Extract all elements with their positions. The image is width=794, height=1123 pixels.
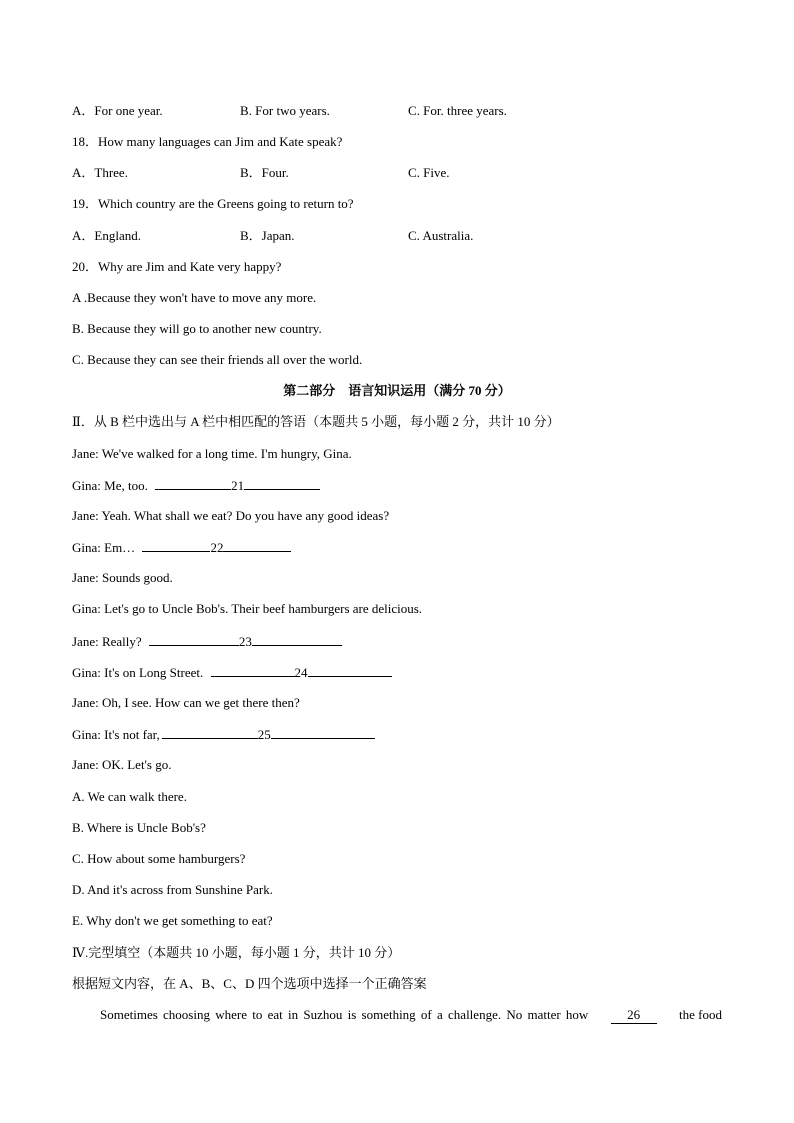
dialogue-text: Gina: Me, too. <box>72 478 148 493</box>
answer-blank <box>142 539 210 552</box>
dialogue-line: Jane: OK. Let's go. <box>72 757 172 772</box>
blank-number: 24 <box>294 665 308 680</box>
dialogue-line: Jane: Yeah. What shall we eat? Do you have any good ideas? <box>72 508 390 523</box>
passage-text-end: the food <box>679 1007 722 1022</box>
match-option-b: B. Where is Uncle Bob's? <box>72 820 206 835</box>
dialogue-line: Jane: Oh, I see. How can we get there then? <box>72 695 300 710</box>
match-option-e: E. Why don't we get something to eat? <box>72 913 273 928</box>
q18-option-b: B．Four. <box>240 165 289 180</box>
section-4-instruction: 根据短文内容，在 A、B、C、D 四个选项中选择一个正确答案 <box>72 976 427 991</box>
q17-option-c: C. For. three years. <box>408 103 507 118</box>
part-two-title: 第二部分 语言知识运用（满分 70 分） <box>283 383 511 398</box>
passage-first-line <box>100 1007 722 1024</box>
answer-blank <box>211 664 295 677</box>
match-option-d: D. And it's across from Sunshine Park. <box>72 882 273 897</box>
section-4-heading: Ⅳ.完型填空（本题共 10 小题，每小题 1 分，共计 10 分） <box>72 945 401 960</box>
section-2-heading: Ⅱ．从 B 栏中选出与 A 栏中相匹配的答语（本题共 5 小题，每小题 2 分，共计 10 分） <box>72 414 560 429</box>
dialogue-text: Gina: It's not far, <box>72 727 160 742</box>
dialogue-line: Jane: Sounds good. <box>72 570 173 585</box>
dialogue-line: Jane: We've walked for a long time. I'm hungry, Gina. <box>72 446 352 461</box>
answer-blank <box>271 726 375 739</box>
blank-number: 23 <box>238 634 252 649</box>
q17-option-a: A．For one year. <box>72 103 163 118</box>
q19-option-b: B．Japan. <box>240 228 295 243</box>
answer-blank <box>223 539 291 552</box>
dialogue-line <box>72 539 291 556</box>
dialogue-text: Gina: It's on Long Street. <box>72 665 204 680</box>
dialogue-text: Gina: Em… <box>72 540 136 555</box>
blank-number: 26 <box>627 1007 641 1022</box>
dialogue-line <box>72 664 392 681</box>
q20-option-a: A .Because they won't have to move any more. <box>72 290 317 305</box>
q19-stem: 19．Which country are the Greens going to return to? <box>72 196 354 211</box>
match-option-c: C. How about some hamburgers? <box>72 851 246 866</box>
dialogue-line <box>72 726 375 743</box>
passage-blank <box>611 1007 657 1024</box>
q19-option-c: C. Australia. <box>408 228 474 243</box>
q17-option-b: B. For two years. <box>240 103 330 118</box>
blank-number: 22 <box>210 540 224 555</box>
blank-number: 25 <box>257 727 271 742</box>
answer-blank <box>155 477 231 490</box>
answer-blank <box>244 477 320 490</box>
answer-blank <box>308 664 392 677</box>
blank-number: 21 <box>231 478 245 493</box>
answer-blank <box>162 726 258 739</box>
answer-blank <box>252 633 342 646</box>
q18-option-a: A．Three. <box>72 165 128 180</box>
q19-option-a: A．England. <box>72 228 141 243</box>
dialogue-text: Jane: Really? <box>72 634 142 649</box>
dialogue-line: Gina: Let's go to Uncle Bob's. Their beef hamburgers are delicious. <box>72 601 423 616</box>
dialogue-line <box>72 477 320 494</box>
dialogue-line <box>72 633 342 650</box>
q20-option-c: C. Because they can see their friends all over the world. <box>72 352 363 367</box>
q20-stem: 20．Why are Jim and Kate very happy? <box>72 259 282 274</box>
q18-option-c: C. Five. <box>408 165 450 180</box>
answer-blank <box>149 633 239 646</box>
q18-stem: 18．How many languages can Jim and Kate speak? <box>72 134 343 149</box>
match-option-a: A. We can walk there. <box>72 789 187 804</box>
q20-option-b: B. Because they will go to another new country. <box>72 321 322 336</box>
passage-text: Sometimes choosing where to eat in Suzhou is something of a challenge. No matter how <box>100 1007 589 1022</box>
